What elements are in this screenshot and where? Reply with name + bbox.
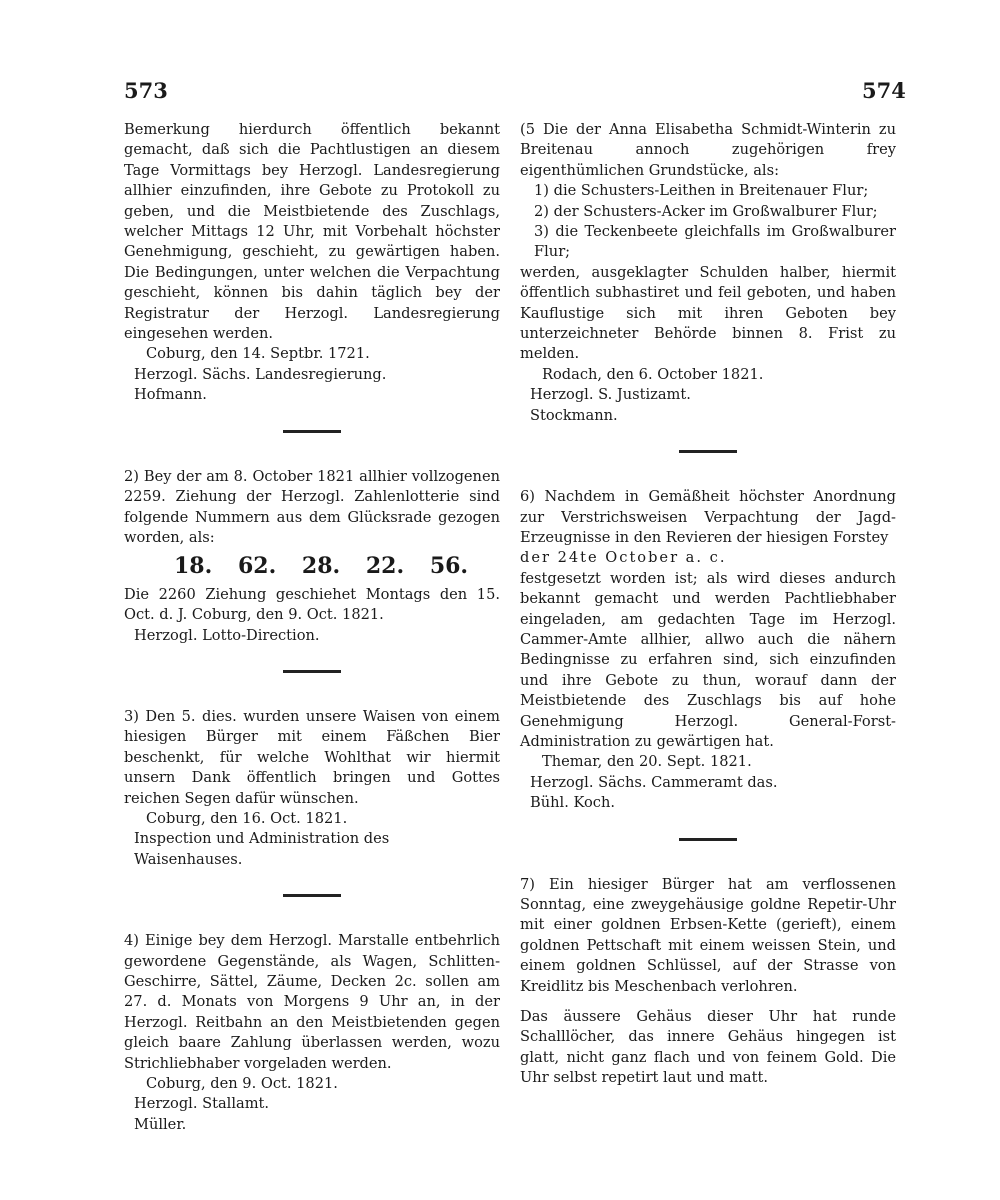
- lottery-number: 28.: [301, 553, 341, 580]
- notice-1-signature-authority: Herzogl. Sächs. Landesregierung.: [134, 365, 387, 383]
- notice-6-signature-names: Bühl. Koch.: [530, 794, 615, 812]
- notice-5: [520, 120, 896, 426]
- notice-2-followup: Die 2260 Ziehung geschiehet Montags den 15. Oct. d. J. Coburg, den 9. Oct. 1821.: [124, 585, 500, 624]
- notice-3-signature-name: Waisenhauses.: [134, 850, 243, 868]
- notice-1-text: Bemerkung hierdurch öffentlich bekannt gemacht, daß sich die Pachtlustigen an diesem Tage Vormittags bey Herzogl. Landesregierung allhier einzufinden, ihre Gebote zu Protokoll zu geben, und die Meistbietende des Zuschlags, welcher Mittags 12 Uhr, mit Vorbehalt höchster Genehmigung, geschieht, zu gewärtigen haben. Die Bedingungen, unter welchen die Verpachtung geschieht, können bis dahin täglich bey der Registratur der Herzogl. Landesregierung eingesehen werden.: [124, 121, 500, 343]
- notice-5-intro: (5 Die der Anna Elisabetha Schmidt-Winterin zu Breitenau annoch zugehörigen frey eigenthümlichen Grundstücke, als:: [520, 121, 896, 179]
- notice-3-signature-authority: Inspection und Administration des: [134, 830, 390, 848]
- notice-7-text: 7) Ein hiesiger Bürger hat am verflossenen Sonntag, eine zweygehäusige goldne Repetir-Uhr mit einer goldnen Erbsen-Kette (gerieft), einem goldnen Pettschaft mit einem weissen Stein, und einem goldnen Schlüssel, auf der Strasse von Kreidlitz bis Meschenbach verlohren.: [520, 875, 896, 995]
- notice-1-place-date: Coburg, den 14. Septbr. 1721.: [146, 345, 370, 363]
- notice-3-place-date: Coburg, den 16. Oct. 1821.: [146, 809, 348, 827]
- notice-4-signature-authority: Herzogl. Stallamt.: [134, 1095, 270, 1113]
- notice-4-place-date: Coburg, den 9. Oct. 1821.: [146, 1075, 338, 1093]
- notice-7: [520, 875, 896, 1089]
- notice-2-text: 2) Bey der am 8. October 1821 allhier vollzogenen 2259. Ziehung der Herzogl. Zahlenlotterie sind folgende Nummern aus dem Glücksrade gezogen worden, als:: [124, 467, 500, 546]
- notice-5-item: 1) die Schusters-Leithen in Breitenauer Flur;: [534, 182, 869, 200]
- notice-1-signature-name: Hofmann.: [134, 386, 207, 404]
- separator-rule: [283, 894, 341, 897]
- notice-5-signature-authority: Herzogl. S. Justizamt.: [530, 386, 691, 404]
- page-number-right: 574: [862, 78, 906, 103]
- notice-4-text: 4) Einige bey dem Herzogl. Marstalle entbehrlich gewordene Gegenstände, als Wagen, Schlitten-Geschirre, Sättel, Zäume, Decken 2c. sollen am 27. d. Monats von Morgens 9 Uhr an, in der Herzogl. Reitbahn an den Meistbietenden gegen gleich baare Zahlung überlassen werden, wozu Strichliebhaber vorgeladen werden.: [124, 932, 500, 1072]
- right-column: [520, 120, 896, 1089]
- page-number-left: 573: [124, 78, 168, 103]
- notice-5-signature-name: Stockmann.: [530, 406, 618, 424]
- notice-5-place-date: Rodach, den 6. October 1821.: [542, 365, 764, 383]
- notice-3-text: 3) Den 5. dies. wurden unsere Waisen von einem hiesigen Bürger mit einem Fäßchen Bier beschenkt, für welche Wohlthat wir hiermit unsern Dank öffentlich bringen und Gottes reichen Segen dafür wünschen.: [124, 707, 500, 807]
- separator-rule: [283, 670, 341, 673]
- lottery-number: 22.: [365, 553, 405, 580]
- lottery-number: 62.: [237, 553, 277, 580]
- separator-rule: [283, 430, 341, 433]
- notice-6: [520, 487, 896, 814]
- notice-3: [124, 707, 500, 870]
- separator-rule: [679, 450, 737, 453]
- notice-2-signature: Herzogl. Lotto-Direction.: [134, 626, 320, 644]
- notice-2: [124, 467, 500, 646]
- lottery-number: 18.: [174, 553, 213, 580]
- notice-5-item: 3) die Teckenbeete gleichfalls im Großwalburer Flur;: [534, 223, 896, 261]
- notice-1: [124, 120, 500, 406]
- notice-6-intro: 6) Nachdem in Gemäßheit höchster Anordnung zur Verstrichsweisen Verpachtung der Jagd-Erzeugnisse in den Revieren der hiesigen Forstey: [520, 488, 896, 546]
- notice-5-item: 2) der Schusters-Acker im Großwalburer Flur;: [534, 202, 878, 220]
- notice-6-text: festgesetzt worden ist; als wird dieses andurch bekannt gemacht und werden Pachtliebhaber eingeladen, am gedachten Tage im Herzogl. Cammer-Amte allhier, allwo auch die nähern Bedingnisse zu erfahren sind, sich einzufinden und ihre Gebote zu thun, worauf dann der Meistbietende des Zuschlags bis auf hohe Genehmigung Herzogl. General-Forst-Administration zu gewärtigen hat.: [520, 569, 896, 750]
- notice-6-place-date: Themar, den 20. Sept. 1821.: [542, 753, 752, 771]
- left-column: [124, 120, 500, 1135]
- notice-7-description: Das äussere Gehäus dieser Uhr hat runde Schalllöcher, das innere Gehäus hingegen ist glatt, nicht ganz flach und von feinem Gold. Die Uhr selbst repetirt laut und matt.: [520, 1008, 896, 1087]
- lottery-number: 56.: [429, 553, 469, 580]
- notice-4: [124, 931, 500, 1135]
- separator-rule: [679, 838, 737, 841]
- notice-6-signature-authority: Herzogl. Sächs. Cammeramt das.: [530, 773, 778, 791]
- notice-6-date-line: der 24te October a. c.: [520, 549, 727, 567]
- notice-5-text: werden, ausgeklagter Schulden halber, hiermit öffentlich subhastiret und feil geboten, und haben Kauflustige sich mit ihren Geboten bey unterzeichneter Behörde binnen 8. Frist zu melden.: [520, 263, 896, 363]
- lottery-numbers: [174, 553, 500, 580]
- notice-4-signature-name: Müller.: [134, 1115, 187, 1133]
